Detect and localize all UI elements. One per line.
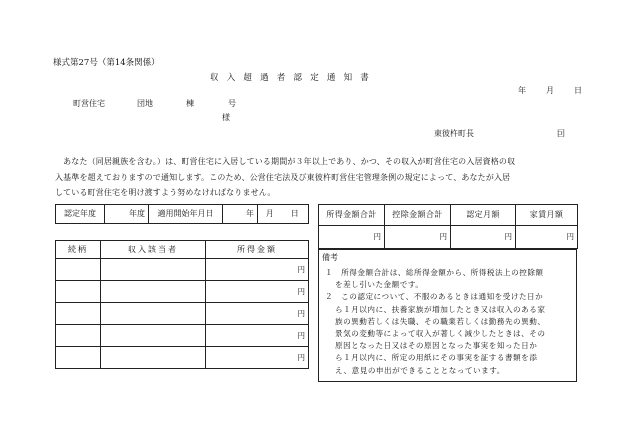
certified-monthly-header: 認定月額 xyxy=(451,205,516,226)
rent-monthly-header: 家賃月額 xyxy=(516,205,578,226)
date-year-label: 年 xyxy=(518,86,526,95)
form-number: 様式第27号（第14条関係） xyxy=(53,58,160,68)
earner-header: 収入該当者 xyxy=(101,241,206,259)
cert-year-label: 認定年度 xyxy=(56,205,105,224)
remarks-box xyxy=(318,249,577,382)
addressee-honorific: 様 xyxy=(222,113,230,122)
document-title: 収入超過者認定通知書 xyxy=(210,73,378,83)
amounts-table xyxy=(318,204,578,249)
addressee-line xyxy=(73,100,236,108)
yen-unit: 円 xyxy=(516,226,578,249)
notice-line: している町営住宅を明け渡すよう努めなければなりません。 xyxy=(55,188,276,197)
remarks-line: ら１月以内に、所定の用紙にその事実を証する書類を添 xyxy=(335,353,538,363)
date-month-label: 月 xyxy=(546,86,554,95)
yen-unit: 円 xyxy=(319,226,385,249)
start-day-unit: 日 xyxy=(282,205,309,224)
issue-date xyxy=(518,87,582,95)
remarks-line: １ 所得金額合計は、総所得金額から、所得税法上の控除額 xyxy=(325,268,544,277)
table-row xyxy=(56,303,309,325)
seal-mark: 囙 xyxy=(557,129,565,138)
notice-line: あなた（同居親族を含む。）は、町営住宅に入居している期間が３年以上であり、かつ、その収入が町営住宅の入居資格の収 xyxy=(55,157,516,166)
yen-unit: 円 xyxy=(206,281,309,303)
yen-unit: 円 xyxy=(206,259,309,281)
remarks-line: を差し引いた金額です。 xyxy=(335,280,424,290)
remarks-line: ら１月以内に、扶養家族が増加したとき又は収入のある家 xyxy=(335,304,546,314)
building-label: 棟 xyxy=(186,99,194,108)
remarks-line: 原因となった日又はその原因となった事実を知った日か xyxy=(335,341,538,351)
yen-unit: 円 xyxy=(206,347,309,369)
remarks-body xyxy=(325,267,573,377)
remarks-heading: 備考 xyxy=(322,253,338,262)
remarks-line: 族の異動若しくは失職、その職業若しくは勤務先の異動、 xyxy=(335,316,546,326)
remarks-line: ２ この認定について、不服のあるときは通知を受けた日か xyxy=(325,292,544,302)
yen-unit: 円 xyxy=(206,325,309,347)
yen-unit: 円 xyxy=(206,303,309,325)
table-row xyxy=(56,325,309,347)
yen-unit: 円 xyxy=(451,226,516,249)
table-row xyxy=(56,347,309,369)
total-income-header: 所得金額合計 xyxy=(319,205,385,226)
notice-body xyxy=(55,154,577,201)
complex-label: 団地 xyxy=(137,99,153,108)
unit-label: 号 xyxy=(228,99,236,108)
cert-year-unit: 年度 xyxy=(105,205,149,224)
yen-unit: 円 xyxy=(385,226,451,249)
start-month-unit: 月 xyxy=(258,205,282,224)
date-day-label: 日 xyxy=(574,86,582,95)
table-row xyxy=(56,259,309,281)
remarks-line: 景気の変動等によって収入が著しく減少したときは、その xyxy=(335,329,546,339)
remarks-line: え、意見の申出ができることとなっています。 xyxy=(335,365,505,375)
amounts-header-row xyxy=(319,205,578,226)
income-amount-header: 所得金額 xyxy=(206,241,309,259)
relationship-header: 続柄 xyxy=(56,241,101,259)
income-table xyxy=(55,240,309,369)
start-year-unit: 年 xyxy=(223,205,258,224)
amounts-value-row xyxy=(319,226,578,249)
table-row xyxy=(56,281,309,303)
notice-line: 入基準を超えておりますので通知します。このため、公営住宅法及び東彼杵町営住宅管理条例の規定によって、あなたが入居 xyxy=(55,172,511,182)
housing-label: 町営住宅 xyxy=(73,99,105,108)
issuer-name: 東彼杵町長 xyxy=(434,129,474,138)
total-deduction-header: 控除金額合計 xyxy=(385,205,451,226)
income-header-row xyxy=(56,241,309,259)
certification-table xyxy=(55,204,309,224)
start-date-label: 適用開始年月日 xyxy=(149,205,223,224)
